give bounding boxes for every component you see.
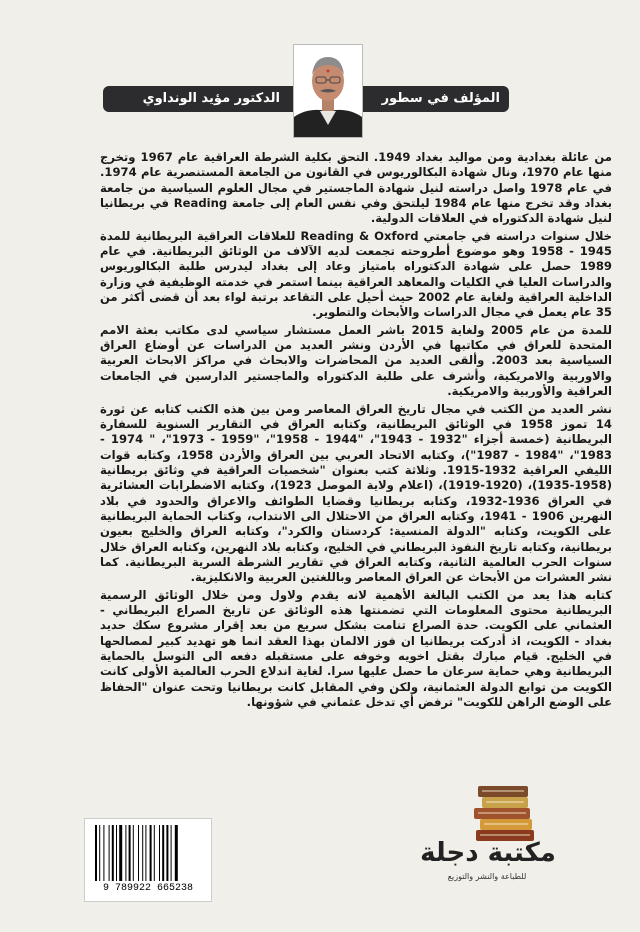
barcode-bar — [119, 825, 122, 881]
bio-paragraph: كتابه هذا يعد من الكتب البالغة الأهمية لانه يقدم ولاول ومن خلال الوثائق الرسمية البريطانية محتوى المعلومات التي تضمنتها هذه الوثائق عن تاريخ الصراع البريطاني - العثماني على الكويت. حدة الصراع تنامت بشكل سريع من بعد إقرار مشروع سكك حديد بغداد - الكويت، اذ أدركت بريطانيا ان فوز الالمان بهذا العقد انما هو تهديد كبير لمصالحها في الخليج. قيام مبارك بقتل اخويه وخوفه على مستقبله دفعه الى التوسل بالحماية البريطانية وهي حماية سرعان ما حصل عليها سرا. لغاية اندلاع الحرب العالمية الأولى كانت الكويت من توابع الدولة العثمانية، ولكن وفي المقابل كانت بريطانيا وتحت عنوان "الحفاظ على الوضع الراهن للكويت" ترفض أي تدخل عثماني في شؤونها. — [100, 587, 612, 710]
publisher-tagline: للطباعة والنشر والتوزيع — [447, 872, 527, 881]
bio-paragraph: نشر العديد من الكتب في مجال تاريخ العراق المعاصر ومن بين هذه الكتب كتابه عن ثورة 14 تموز 1958 في الوثائق البريطانية، وكتابه العراق في التقارير السنوية للسفارة البريطانية (خمسة أجزاء "1932 - 1943"، "1944 - 1958"، "1959 - 1973"، " 1974 - 1983"، "1984 - 1987")، وكتابه الاتحاد العربي بين العراق والأردن 1958، وكتابه قوات الليفي العراقية 1932-1915. وثلاثة كتب بعنوان "شخصيات العراقية في وثائق بريطانية (1958-1935)، (1920-1919)، (اعلام ولاية الموصل 1923)، وكتابه الاضطرابات العشائرية في العراق 1936-1932، وكتابه بريطانيا وقضايا الطوائف والاعراق والحدود في بلاد النهرين 1906 - 1941، وكتابه العراق من الاحتلال الى الانتداب، وكتاب الحماية البريطانية على الكويت، وكتابه "الدولة المنسية: كردستان والكرد"، وكتابه العراق والخليج بعيون بريطانية، وكتابه تاريخ النفوذ البريطاني في الخليج، وكتابه بلاد النهرين، وكتابه العراق خلال سنوات الحرب العالمية الثانية، وكتابه العراق في تقارير الشرطة السرية البريطانية. كما نشر العشرات من الأبحاث عن العراق المعاصر وباللغتين العربية والانكليزية. — [100, 401, 613, 585]
barcode-bar — [133, 825, 134, 881]
barcode-bar — [166, 825, 168, 881]
bio-paragraph: من عائلة بغدادية ومن مواليد بغداد 1949. التحق بكلية الشرطة العراقية عام 1967 وتخرج منها عام 1970، ونال شهادة البكالوريوس في القانون من الجامعة المستنصرية عام 1974. في عام 1978 واصل دراسته لنيل شهادة الماجستير في مجال العلوم السياسية من جامعة بغداد وقد تخرج منها عام 1984 ليلتحق وفي نفس العام إلى جامعة Reading في بريطانيا لنيل شهادة الدكتوراه في العلاقات الدولية. — [100, 150, 612, 226]
barcode-bar — [138, 825, 139, 881]
barcode-bar — [145, 825, 146, 881]
barcode — [84, 818, 212, 902]
barcode-bar — [125, 825, 126, 881]
bio-paragraph: للمدة من عام 2005 ولغاية 2015 باشر العمل مستشار سياسي لدى مكاتب بعثة الامم المتحدة للعراق في مكاتبها في الأردن ونشر العديد من الدراسات عن أوضاع العراق السياسية بعد 2003. وألقى العديد من المحاضرات والابحاث في مراكز الابحاث العربية والاوربية والامريكية، وأشرف على طلبة الدكتوراه والماجستير الدارسين في الجامعات العراقية والأوربية والامريكية. — [100, 322, 612, 399]
isbn-number: 9 789922 665238 — [102, 883, 193, 894]
barcode-bar — [129, 825, 131, 881]
bio-paragraph: خلال سنوات دراسته في جامعتي Reading & Oxford للعلاقات العراقية البريطانية للمدة 1945 - 1958 وهو موضوع أطروحته تجمعت لديه الآلاف من الوثائق البريطانية. في عام 1989 حصل على شهادة الدكتوراه بامتياز وعاد إلى بغداد ليدرس طلبة البكالوريوس والدراسات العليا في الكليات والمعاهد العراقية بينما استمر في خدمته الوظيفية في وزارة الداخلية العراقية ولغاية عام 2002 حيث أحيل على التقاعد برتبة لواء بعد أن قضى أكثر من 35 عام يعمل في مجال الدراسات والأبحاث والتطوير. — [100, 228, 613, 320]
barcode-bar — [175, 825, 178, 881]
barcode-bar — [159, 825, 160, 881]
publisher-name: مكتبة دجلة — [420, 838, 556, 868]
barcode-bar — [162, 825, 164, 881]
author-photo — [293, 44, 363, 138]
barcode-bar — [171, 825, 172, 881]
books-logo-icon — [470, 782, 540, 844]
barcode-bar — [142, 825, 143, 881]
barcode-bar — [112, 825, 114, 881]
barcode-bar — [99, 825, 100, 881]
barcode-bar — [154, 825, 155, 881]
barcode-bar — [95, 825, 97, 881]
barcode-bar — [150, 825, 152, 881]
section-title: المؤلف في سطور — [381, 91, 500, 106]
barcode-bars — [93, 825, 203, 883]
barcode-bar — [109, 825, 110, 881]
barcode-bar — [116, 825, 117, 881]
author-name: الدكتور مؤيد الونداوي — [142, 91, 280, 106]
barcode-bar — [103, 825, 104, 881]
author-biography — [100, 150, 612, 712]
